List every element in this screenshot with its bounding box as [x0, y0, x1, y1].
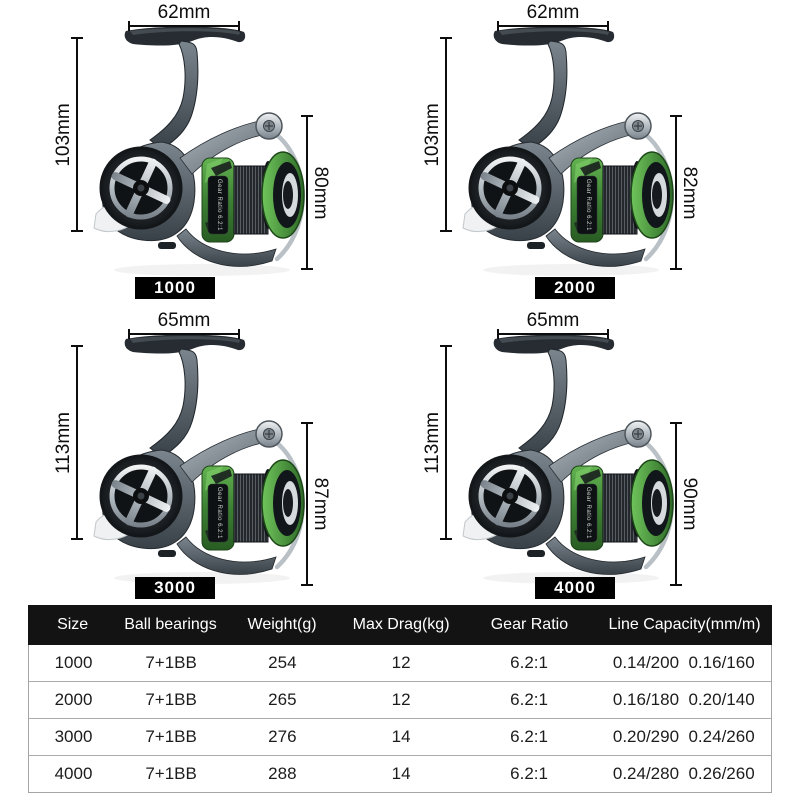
reel-rig [369, 308, 769, 608]
height-dimension-label: 103mm [53, 102, 74, 167]
height-dimension [53, 345, 78, 540]
width-dimension [497, 3, 609, 27]
table-row-4000 [29, 756, 771, 792]
spinning-reel-image [449, 326, 689, 586]
header-line-capacity: Line Capacity(mm/m) [608, 616, 761, 633]
reel-rig [0, 0, 400, 300]
height-dimension [422, 345, 447, 540]
cell-ball-bearings: 7+1BB [145, 653, 197, 672]
model-badge: 2000 [535, 277, 615, 299]
cell-size: 2000 [54, 690, 93, 709]
cell-gear-ratio: 6.2:1 [510, 653, 548, 672]
model-badge: 4000 [535, 577, 615, 599]
spool-height-dimension-label: 90mm [679, 477, 700, 531]
cell-max-drag: 12 [391, 690, 411, 709]
cell-max-drag: 12 [391, 653, 411, 672]
spool-height-dimension [675, 115, 700, 270]
spool-height-dimension [306, 115, 331, 270]
cell-weight: 288 [268, 764, 297, 783]
table-row-2000 [29, 682, 771, 719]
spec-table-header [28, 605, 772, 645]
cell-gear-ratio: 6.2:1 [510, 764, 548, 783]
width-dimension [128, 3, 240, 27]
width-dimension-line [497, 333, 609, 335]
cell-ball-bearings: 7+1BB [145, 727, 197, 746]
spool-brand-text: Gear Ratio 6.2:1 [216, 178, 222, 232]
spool-brand-text: Gear Ratio 6.2:1 [585, 486, 591, 540]
spinning-reel-image [80, 18, 320, 278]
header-gear-ratio: Gear Ratio [490, 616, 569, 633]
spinning-reel-image [449, 18, 689, 278]
table-row-1000 [29, 645, 771, 682]
header-size: Size [57, 616, 89, 633]
width-dimension-label: 62mm [526, 2, 580, 23]
cell-weight: 254 [268, 653, 297, 672]
height-dimension-label: 113mm [53, 411, 74, 474]
spool-brand-text: Gear Ratio 6.2:1 [216, 486, 222, 540]
cell-size: 3000 [54, 727, 93, 746]
cell-weight: 265 [268, 690, 297, 709]
width-dimension-label: 65mm [157, 310, 211, 331]
height-dimension-label: 103mm [422, 102, 443, 167]
cell-ball-bearings: 7+1BB [145, 690, 197, 709]
spool-brand-text: Gear Ratio 6.2:1 [585, 178, 591, 232]
reel-panel-1000 [0, 0, 400, 300]
model-badge: 3000 [135, 577, 215, 599]
spec-table [28, 605, 772, 793]
reel-panel-2000 [400, 0, 800, 300]
reel-panel-4000 [400, 300, 800, 600]
cell-max-drag: 14 [391, 727, 411, 746]
cell-line-capacity: 0.24/280 0.26/260 [612, 764, 755, 783]
spinning-reel-image [80, 326, 320, 586]
cell-max-drag: 14 [391, 764, 411, 783]
reel-rig [369, 0, 769, 300]
cell-line-capacity: 0.14/200 0.16/160 [612, 653, 755, 672]
width-dimension [128, 311, 240, 335]
header-ball-bearings: Ball bearings [124, 616, 217, 633]
reel-panel-3000 [0, 300, 400, 600]
width-dimension-label: 62mm [157, 2, 211, 23]
cell-size: 1000 [54, 653, 93, 672]
height-dimension [422, 37, 447, 232]
cell-size: 4000 [54, 764, 93, 783]
width-dimension-label: 65mm [526, 310, 580, 331]
width-dimension-line [128, 25, 240, 27]
model-badge: 1000 [135, 277, 215, 299]
header-weight: Weight(g) [247, 616, 317, 633]
cell-line-capacity: 0.16/180 0.20/140 [612, 690, 755, 709]
spool-height-dimension-label: 80mm [310, 166, 331, 219]
cell-weight: 276 [268, 727, 297, 746]
header-max-drag: Max Drag(kg) [352, 616, 450, 633]
height-dimension-label: 113mm [422, 411, 443, 474]
cell-gear-ratio: 6.2:1 [510, 727, 548, 746]
table-row-3000 [29, 719, 771, 756]
spool-height-dimension [306, 422, 331, 586]
cell-gear-ratio: 6.2:1 [510, 690, 548, 709]
spool-height-dimension-label: 87mm [310, 477, 331, 531]
width-dimension-line [497, 25, 609, 27]
width-dimension-line [128, 333, 240, 335]
width-dimension [497, 311, 609, 335]
reel-rig [0, 308, 400, 608]
spool-height-dimension [675, 422, 700, 586]
height-dimension [53, 37, 78, 232]
cell-line-capacity: 0.20/290 0.24/260 [612, 727, 755, 746]
spool-height-dimension-label: 82mm [679, 166, 700, 219]
cell-ball-bearings: 7+1BB [145, 764, 197, 783]
